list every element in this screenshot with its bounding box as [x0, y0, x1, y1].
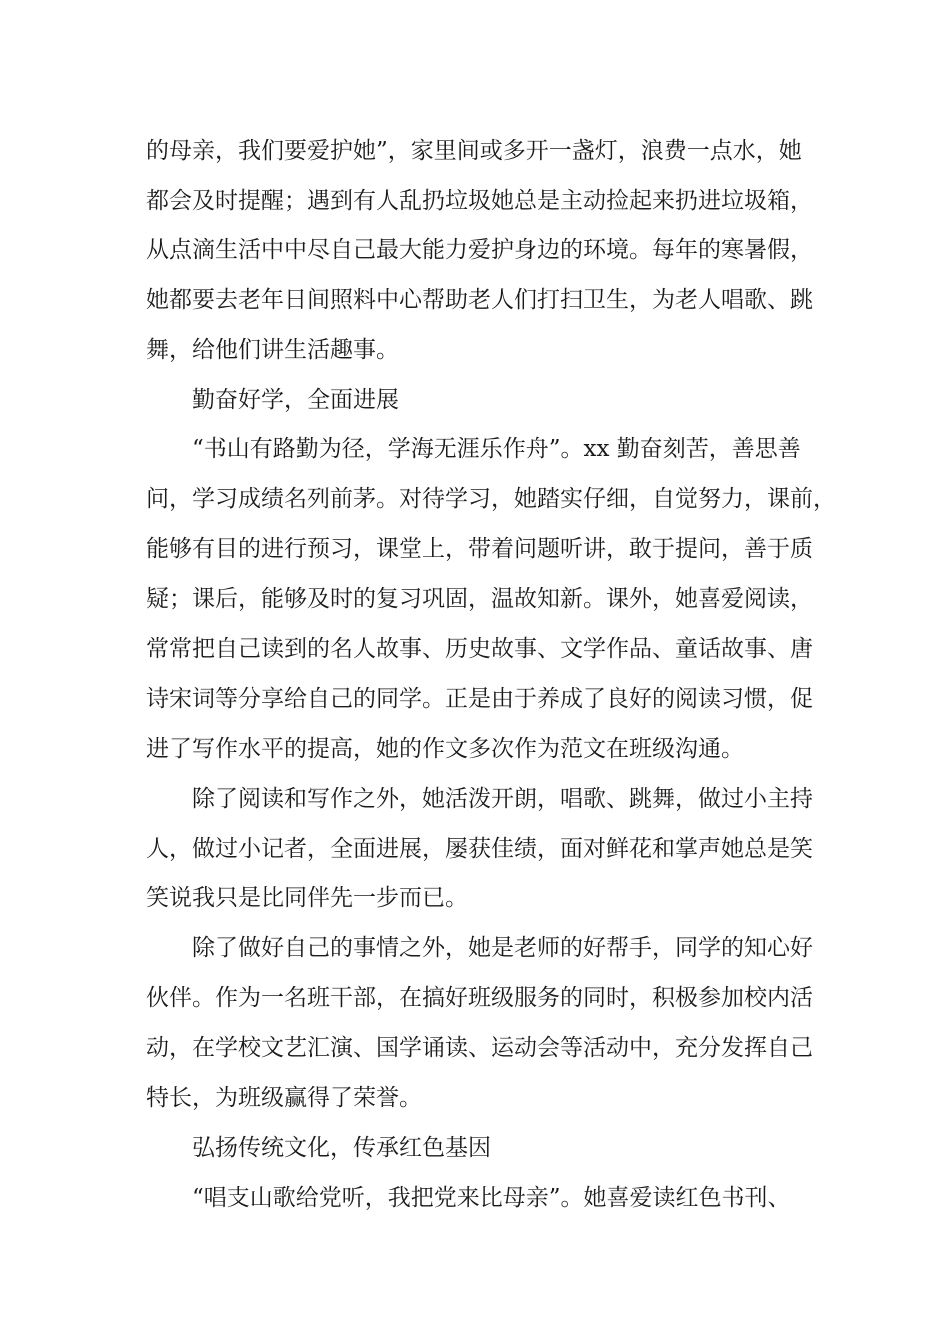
text-line: 笑说我只是比同伴先一步而已。	[146, 885, 468, 911]
section-heading: 勤奋好学，全面进展	[192, 387, 399, 413]
text-line: 问，学习成绩名列前茅。对待学习，她踏实仔细，自觉努力，课前，	[146, 486, 836, 512]
text-line: 诗宋词等分享给自己的同学。正是由于养成了良好的阅读习惯，促	[146, 686, 813, 712]
text-line: 常常把自己读到的名人故事、历史故事、文学作品、童话故事、唐	[146, 636, 813, 662]
text-line: 伙伴。作为一名班干部，在搞好班级服务的同时，积极参加校内活	[146, 985, 813, 1011]
text-line: 能够有目的进行预习，课堂上，带着问题听讲，敢于提问，善于质	[146, 536, 813, 562]
text-line: 动，在学校文艺汇演、国学诵读、运动会等活动中，充分发挥自己	[146, 1035, 813, 1061]
text-line: 她都要去老年日间照料中心帮助老人们打扫卫生，为老人唱歌、跳	[146, 287, 813, 313]
text-line: “书山有路勤为径，学海无涯乐作舟”。xx 勤奋刻苦，善思善	[192, 436, 801, 462]
text-line: 舞，给他们讲生活趣事。	[146, 337, 399, 363]
text-line: 都会及时提醒；遇到有人乱扔垃圾她总是主动捡起来扔进垃圾箱，	[146, 188, 813, 214]
text-line: 从点滴生活中中尽自己最大能力爱护身边的环境。每年的寒暑假，	[146, 237, 813, 263]
text-line: 疑；课后，能够及时的复习巩固，温故知新。课外，她喜爱阅读，	[146, 586, 813, 612]
text-line: 特长，为班级赢得了荣誉。	[146, 1085, 422, 1111]
text-line: 的母亲，我们要爱护她”，家里间或多开一盏灯，浪费一点水，她	[146, 138, 802, 164]
text-line: 人，做过小记者，全面进展，屡获佳绩，面对鲜花和掌声她总是笑	[146, 836, 813, 862]
section-heading: 弘扬传统文化，传承红色基因	[192, 1135, 491, 1161]
text-line: 除了阅读和写作之外，她活泼开朗，唱歌、跳舞，做过小主持	[192, 786, 813, 812]
text-line: “唱支山歌给党听，我把党来比母亲”。她喜爱读红色书刊、	[192, 1185, 791, 1211]
text-line: 进了写作水平的提高，她的作文多次作为范文在班级沟通。	[146, 736, 744, 762]
text-line: 除了做好自己的事情之外，她是老师的好帮手，同学的知心好	[192, 935, 813, 961]
